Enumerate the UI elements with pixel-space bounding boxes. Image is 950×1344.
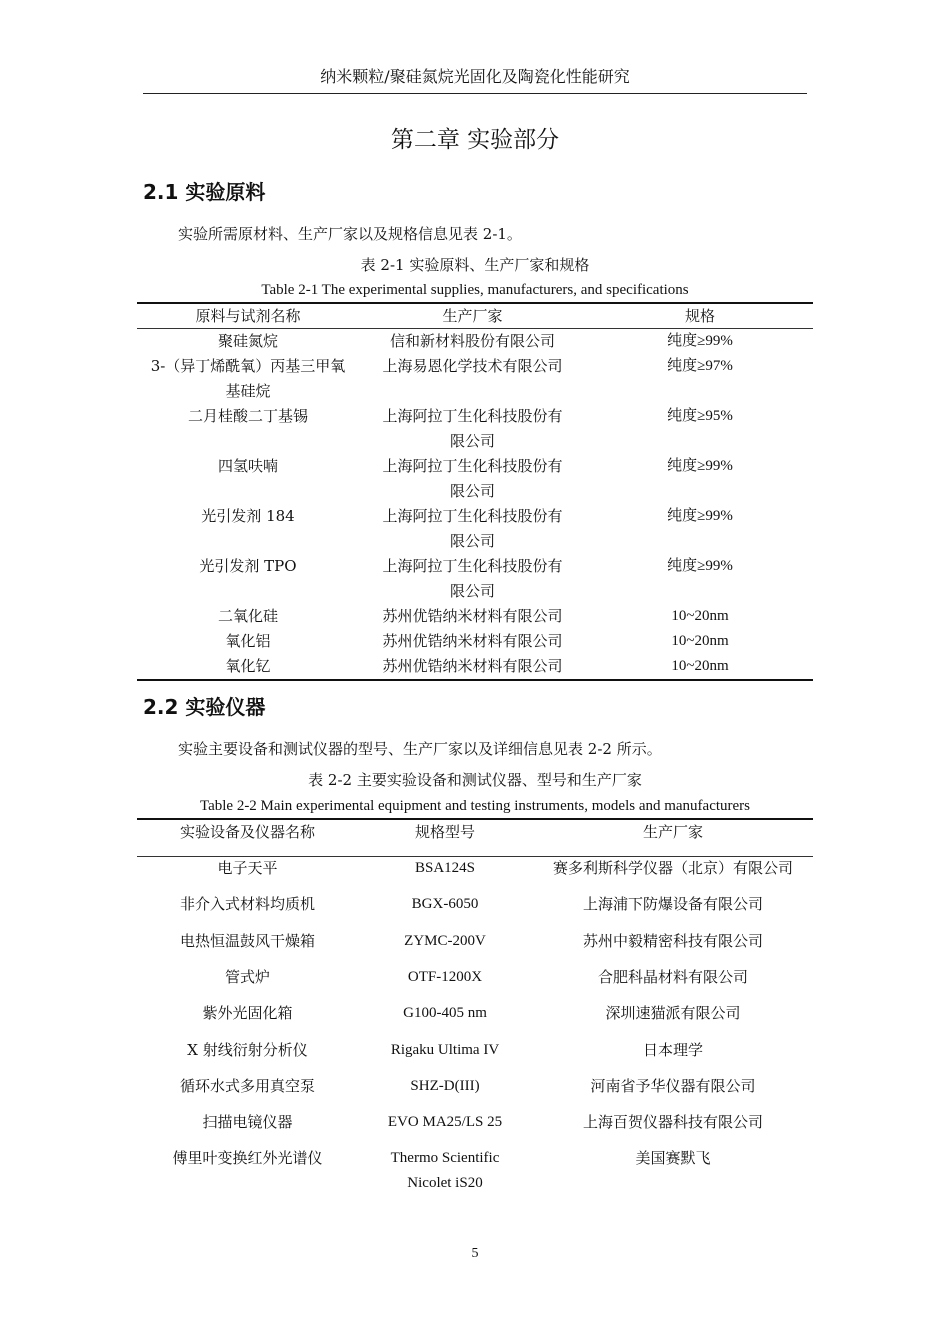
table-2-1-cell-spec: 纯度≥99% (667, 508, 733, 524)
table-2-1-cell-maker: 限公司 (449, 582, 495, 600)
section-2-1-intro: 实验所需原材料、生产厂家以及规格信息见表 2-1。 (178, 225, 522, 243)
table-2-1-cell-name: 二月桂酸二丁基锡 (187, 407, 308, 425)
table-2-2-header-model: 规格型号 (414, 823, 475, 841)
table-2-1-cell-maker: 苏州优锆纳米材料有限公司 (382, 607, 563, 625)
table-2-2-cell-maker: 苏州中毅精密科技有限公司 (582, 931, 763, 950)
table-2-1-cell-maker: 上海阿拉丁生化科技股份有 (382, 507, 563, 525)
table-2-1-bottom-rule (137, 679, 813, 681)
table-2-1-cell-maker: 上海阿拉丁生化科技股份有 (382, 407, 563, 425)
table-2-1-cell-maker: 苏州优锆纳米材料有限公司 (382, 632, 563, 650)
table-2-1-cell-spec: 纯度≥99% (667, 333, 733, 349)
table-2-2-cell-name: 非介入式材料均质机 (179, 895, 315, 914)
table-2-2-cell-model: G100-405 nm (403, 1005, 487, 1022)
table-2-2-cell-maker: 日本理学 (642, 1040, 703, 1059)
table-2-1-cell-maker: 限公司 (449, 532, 495, 550)
table-2-2-cell-name: 傅里叶变换红外光谱仪 (172, 1149, 323, 1168)
section-title-2-2: 2.2 实验仪器 (143, 695, 266, 719)
section-2-2-intro: 实验主要设备和测试仪器的型号、生产厂家以及详细信息见表 2-2 所示。 (178, 740, 662, 758)
table-2-2-cell-model: BSA124S (414, 860, 476, 876)
table-2-2-cell-name: 电热恒温鼓风干燥箱 (179, 931, 315, 950)
table-2-2-cell-maker: 深圳速猫派有限公司 (605, 1004, 741, 1023)
table-2-1-cell-name: 光引发剂 TPO (199, 557, 297, 575)
table-2-2-caption-en: Table 2-2 Main experimental equipment and testing instruments, models and manufacturers (199, 798, 751, 814)
table-2-1-cell-name: 氧化钇 (225, 657, 271, 675)
table-2-1-cell-name: 氧化铝 (225, 632, 271, 650)
table-2-2-cell-maker: 合肥科晶材料有限公司 (597, 967, 748, 986)
table-2-1-header-name: 原料与试剂名称 (195, 307, 301, 325)
table-2-2-cell-model: EVO MA25/LS 25 (387, 1114, 503, 1131)
table-2-2-cell-model: ZYMC-200V (404, 932, 486, 949)
table-2-1-cell-maker: 苏州优锆纳米材料有限公司 (382, 657, 563, 675)
table-2-1-cell-spec: 10~20nm (671, 608, 729, 624)
table-2-1-cell-spec: 纯度≥99% (667, 458, 733, 474)
table-2-1-cell-name: 四氢呋喃 (217, 457, 278, 475)
table-2-1-cell-name: 聚硅氮烷 (217, 332, 278, 350)
table-2-2-cell-maker: 美国赛默飞 (635, 1149, 711, 1168)
table-2-1-cell-spec: 纯度≥95% (667, 408, 733, 424)
table-2-2-cell-model: Nicolet iS20 (407, 1175, 483, 1192)
table-2-1-header-spec: 规格 (684, 307, 715, 325)
running-header: 纳米颗粒/聚硅氮烷光固化及陶瓷化性能研究 (320, 67, 630, 86)
table-2-1-cell-name: 光引发剂 184 (201, 507, 295, 525)
table-2-2-cell-name: 扫描电镜仪器 (202, 1113, 293, 1132)
table-2-2-cell-maker: 上海百贺仪器科技有限公司 (582, 1113, 763, 1132)
table-2-2-cell-name: 循环水式多用真空泵 (179, 1076, 315, 1095)
page-number: 5 (471, 1246, 479, 1261)
table-2-1-cell-maker: 上海易恩化学技术有限公司 (382, 357, 563, 375)
table-2-2-cell-name: 管式炉 (224, 967, 270, 986)
table-2-1-cell-spec: 纯度≥97% (667, 358, 733, 374)
table-2-2-cell-model: Rigaku Ultima IV (390, 1041, 500, 1058)
table-2-1-cell-name: 二氧化硅 (217, 607, 278, 625)
table-2-2-cell-model: Thermo Scientific (390, 1150, 500, 1167)
table-2-2-cell-model: SHZ-D(III) (410, 1077, 480, 1094)
table-2-2-header-name: 实验设备及仪器名称 (179, 823, 315, 841)
table-2-1-caption-cn: 表 2-1 实验原料、生产厂家和规格 (360, 256, 590, 274)
table-2-1-cell-name: 基硅烷 (225, 382, 271, 400)
table-2-2-cell-name: 电子天平 (217, 859, 278, 877)
header-rule (143, 93, 807, 94)
table-2-1-header-maker: 生产厂家 (442, 307, 503, 325)
section-title-2-1: 2.1 实验原料 (143, 180, 266, 204)
table-2-1-cell-maker: 限公司 (449, 432, 495, 450)
table-2-1-cell-spec: 10~20nm (671, 658, 729, 674)
table-2-2-cell-name: X 射线衍射分析仪 (187, 1040, 308, 1059)
table-2-2-header-maker: 生产厂家 (642, 823, 703, 841)
chapter-title: 第二章 实验部分 (390, 127, 560, 153)
table-2-2-cell-maker: 上海浦下防爆设备有限公司 (582, 895, 763, 914)
table-2-2-cell-maker: 河南省予华仪器有限公司 (590, 1076, 756, 1095)
table-2-1-cell-name: 3-（异丁烯酰氧）丙基三甲氧 (150, 357, 346, 375)
table-2-2-cell-maker: 赛多利斯科学仪器（北京）有限公司 (552, 859, 793, 877)
table-2-1-cell-maker: 上海阿拉丁生化科技股份有 (382, 557, 563, 575)
table-2-2-cell-name: 紫外光固化箱 (202, 1004, 293, 1023)
table-2-1-caption-en: Table 2-1 The experimental supplies, manufacturers, and specifications (261, 282, 689, 298)
table-2-2-cell-model: OTF-1200X (407, 968, 483, 985)
table-2-1-cell-spec: 纯度≥99% (667, 558, 733, 574)
table-2-2-caption-cn: 表 2-2 主要实验设备和测试仪器、型号和生产厂家 (308, 771, 642, 789)
table-2-1-cell-maker: 限公司 (449, 482, 495, 500)
table-2-1-cell-maker: 信和新材料股份有限公司 (389, 332, 555, 350)
table-2-1-cell-maker: 上海阿拉丁生化科技股份有 (382, 457, 563, 475)
table-2-1-cell-spec: 10~20nm (671, 633, 729, 649)
table-2-2-cell-model: BGX-6050 (411, 896, 479, 913)
